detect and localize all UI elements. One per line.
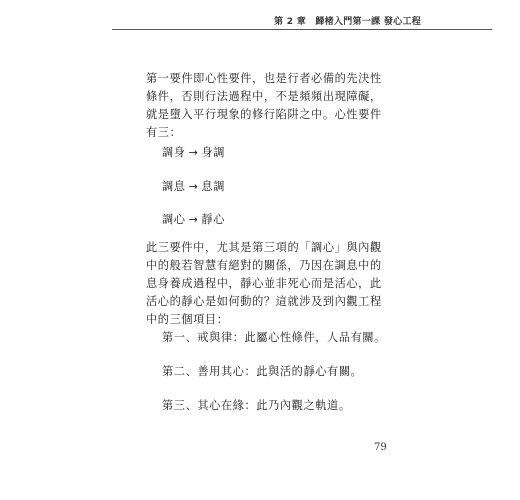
flow-from: 調心	[162, 213, 186, 226]
list-item: 第三、其心在緣：此乃內觀之軌道。	[162, 399, 351, 412]
flow-line-2	[162, 178, 225, 194]
flow-line-3	[162, 211, 225, 227]
flow-to: 息調	[201, 180, 225, 193]
list-item: 第二、善用其心：此與活的靜心有關。	[162, 365, 363, 378]
flow-from: 調息	[162, 180, 186, 193]
list-item: 第一、戒與律：此屬心性條件，人品有關。	[162, 331, 386, 344]
paragraph-explanation: 此三要件中，尤其是第三項的「調心」與內觀中的般若智慧有絕對的關係，乃因在調息中的息身養成過程中，靜心並非死心而是活心，此活心的靜心是如何動的？這就涉及到內觀工程中的三個項目：	[146, 241, 382, 326]
right-arrow-icon: →	[188, 146, 199, 159]
flow-to: 身調	[201, 146, 225, 159]
right-arrow-icon: →	[188, 180, 199, 193]
paragraph-intro: 第一要件即心性要件，也是行者必備的先決性條件，否則行法過程中，不是頻頻出現障礙，就是墮入平行現象的修行陷阱之中。心性要件有三：	[146, 72, 382, 139]
running-header: 第 2 章 歸楮入門第一課 發心工程	[274, 17, 422, 27]
right-arrow-icon: →	[188, 213, 199, 226]
header-rule	[112, 29, 492, 30]
flow-from: 調身	[162, 146, 186, 159]
flow-line-1	[162, 144, 225, 160]
flow-to: 靜心	[201, 213, 225, 226]
page-number: 79	[374, 442, 387, 453]
